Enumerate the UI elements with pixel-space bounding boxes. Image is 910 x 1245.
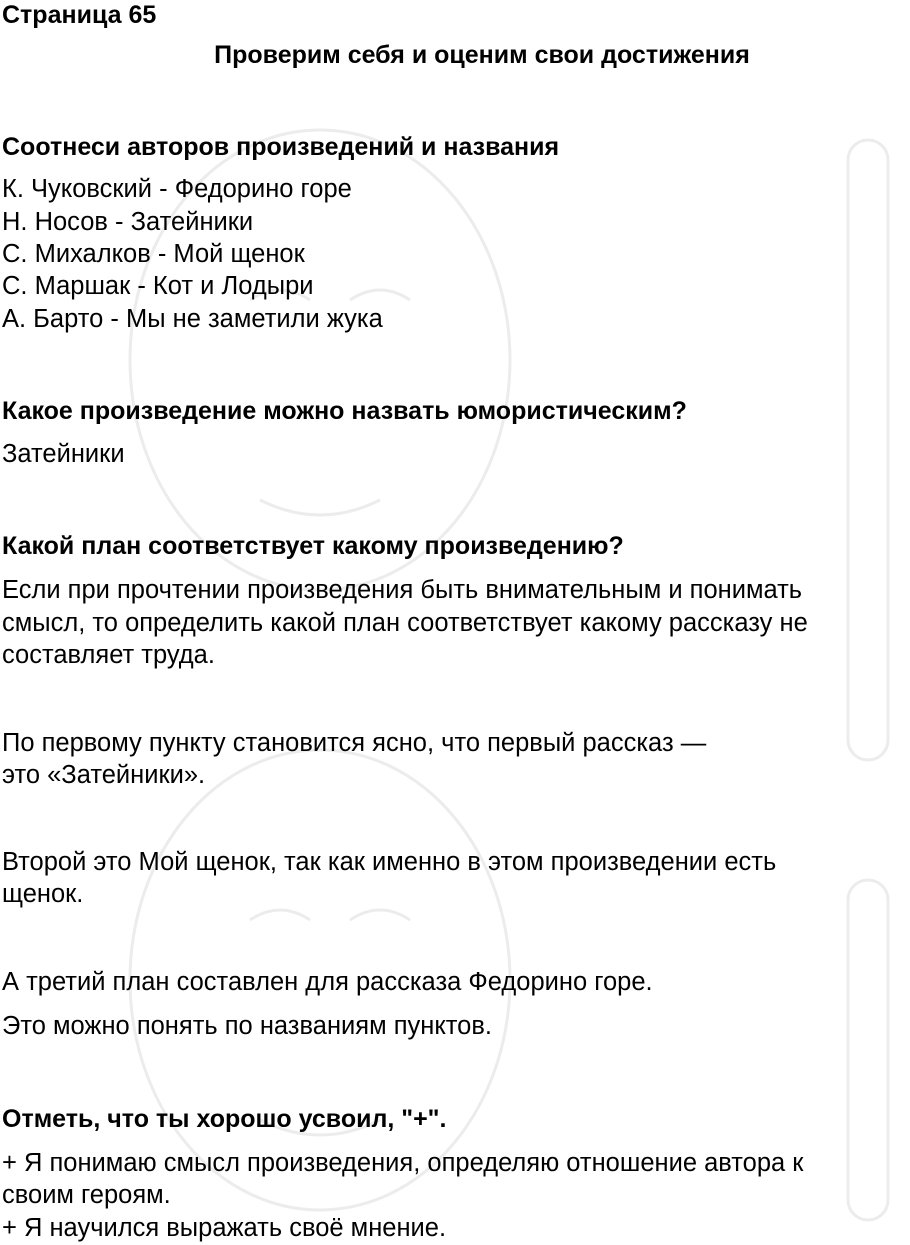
paragraph-line: это «Затейники». [2, 761, 206, 789]
page-label: Страница 65 [2, 1, 157, 29]
paragraph-line: По первому пункту становится ясно, что первый рассказ — [2, 729, 707, 757]
paragraph-line: щенок. [2, 880, 84, 908]
section-heading: Какое произведение можно назвать юмористическим? [2, 397, 687, 425]
list-item: Н. Носов - Затейники [2, 208, 254, 236]
paragraph-line: Второй это Мой щенок, так как именно в этом произведении есть [2, 848, 777, 876]
paragraph-line: смысл, то определить какой план соответствует какому рассказу не [2, 609, 808, 637]
list-item: С. Маршак - Кот и Лодыри [2, 272, 314, 300]
list-item: К. Чуковский - Федорино горе [2, 175, 352, 203]
list-item: + Я понимаю смысл произведения, определяю отношение автора к [2, 1149, 804, 1177]
section-heading: Отметь, что ты хорошо усвоил, "+". [2, 1105, 447, 1133]
paragraph-line: составляет труда. [2, 641, 215, 669]
paragraph-line: Если при прочтении произведения быть внимательным и понимать [2, 576, 803, 604]
paragraph-line: Это можно понять по названиям пунктов. [2, 1012, 492, 1040]
list-item: + Я научился выражать своё мнение. [2, 1214, 447, 1242]
section-heading: Соотнеси авторов произведений и названия [2, 133, 560, 161]
answer-text: Затейники [2, 440, 125, 468]
list-item: А. Барто - Мы не заметили жука [2, 305, 383, 333]
page-title: Проверим себя и оценим свои достижения [214, 41, 750, 69]
paragraph-line: А третий план составлен для рассказа Федорино горе. [2, 968, 653, 996]
list-item: С. Михалков - Мой щенок [2, 240, 305, 268]
list-item: своим героям. [2, 1181, 171, 1209]
section-heading: Какой план соответствует какому произведению? [2, 532, 624, 560]
